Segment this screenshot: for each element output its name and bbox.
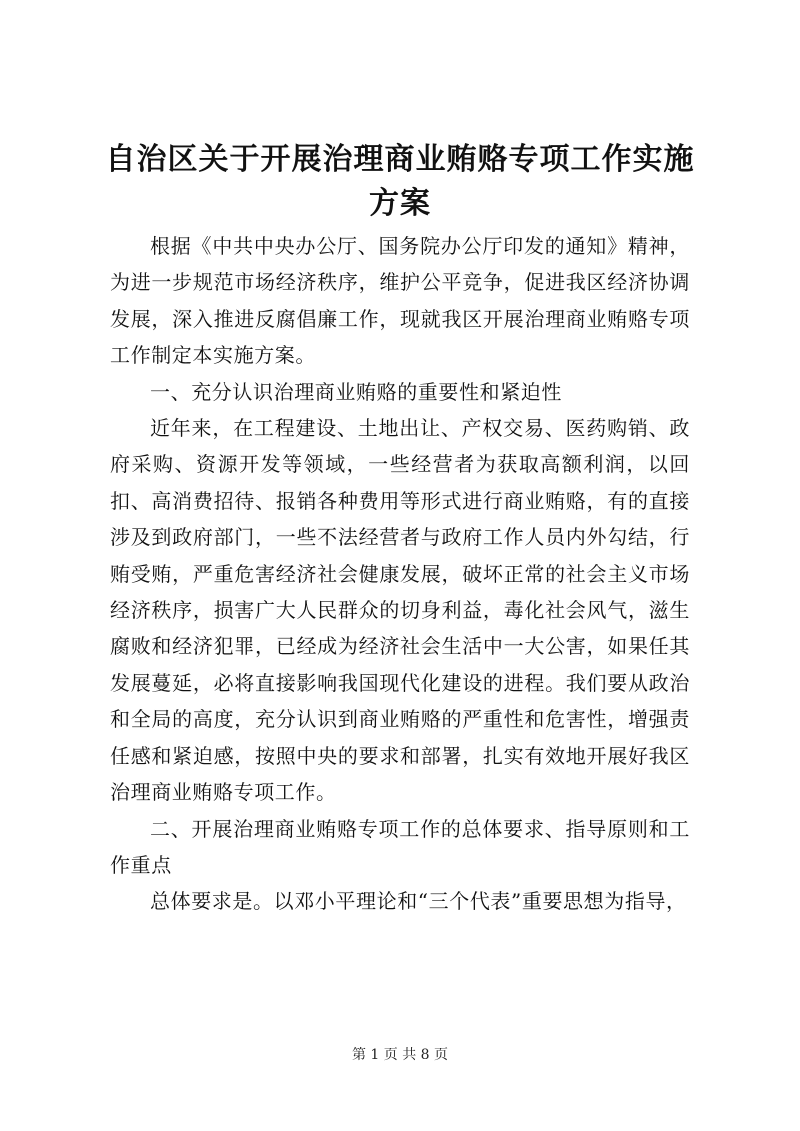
section-2-paragraph: 总体要求是。以邓小平理论和“三个代表”重要思想为指导， [150, 889, 687, 914]
page-number-footer: 第 1 页 共 8 页 [351, 1047, 449, 1063]
document-body [110, 228, 690, 920]
document-title: 自治区关于开展治理商业贿赂专项工作实施方案 [105, 142, 695, 221]
section-1-paragraph: 近年来，在工程建设、土地出让、产权交易、医药购销、政府采购、资源开发等领域，一些经营者为获取高额利润，以回扣、高消费招待、报销各种费用等形式进行商业贿赂，有的直接涉及到政府部门，一些不法经营者与政府工作人员内外勾结，行贿受贿，严重危害经济社会健康发展，破坏正常的社会主义市场经济秩序，损害广大人民群众的切身利益，毒化社会风气，滋生腐败和经济犯罪，已经成为经济社会生活中一大公害，如果任其发展蔓延，必将直接影响我国现代化建设的进程。我们要从政治和全局的高度，充分认识到商业贿赂的严重性和危害性，增强责任感和紧迫感，按照中央的要求和部署，扎实有效地开展好我区治理商业贿赂专项工作。 [110, 416, 690, 805]
intro-paragraph: 根据《中共中央办公厅、国务院办公厅印发的通知》精神，为进一步规范市场经济秩序，维护公平竞争，促进我区经济协调发展，深入推进反腐倡廉工作，现就我区开展治理商业贿赂专项工作制定本实施方案。 [110, 234, 690, 368]
section-heading-2: 二、开展治理商业贿赂专项工作的总体要求、指导原则和工作重点 [110, 816, 690, 877]
section-heading-1: 一、充分认识治理商业贿赂的重要性和紧迫性 [150, 379, 562, 404]
